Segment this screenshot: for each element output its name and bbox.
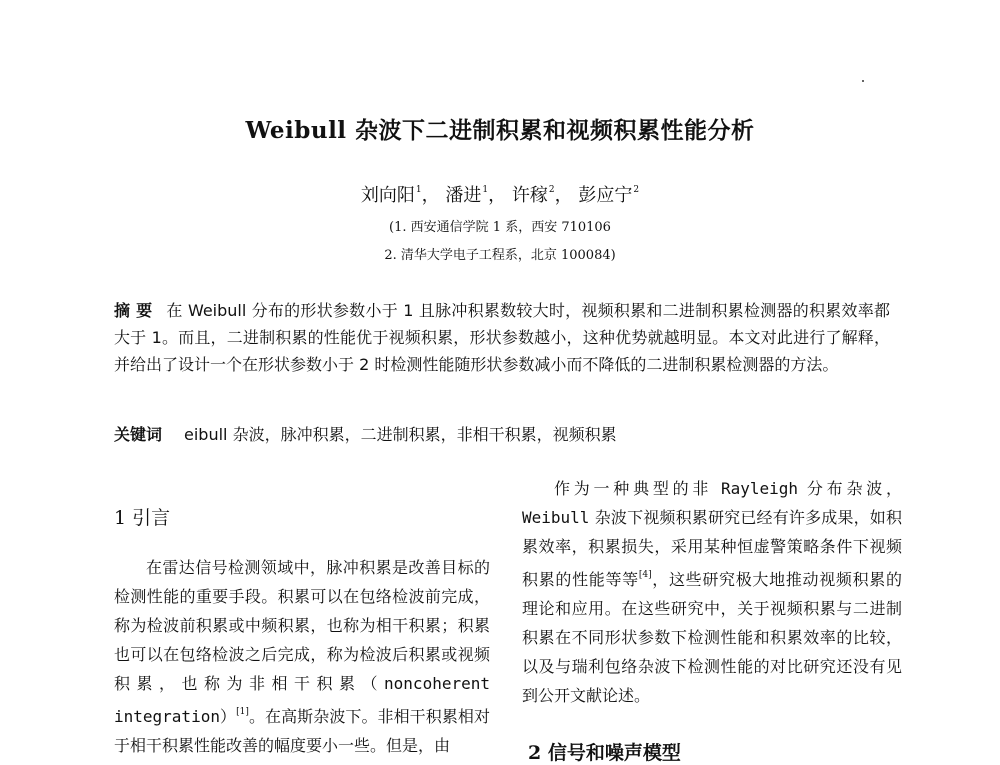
author-name: 彭应宁 <box>578 185 633 206</box>
author-separator: ， <box>554 185 573 206</box>
keywords <box>114 422 890 445</box>
author-affiliation-mark: 2 <box>548 185 555 195</box>
paragraph <box>114 553 490 760</box>
author-affiliation-mark: 1 <box>415 185 422 195</box>
speck-mark <box>862 80 864 82</box>
abstract-text: 在 Weibull 分布的形状参数小于 1 且脉冲积累数较大时，视频积累和二进制积累检测器的积累效率都大于 1。而且，二进制积累的性能优于视频积累，形状参数越小，这种优势就越明显。本文对此进行了解释，并给出了设计一个在形状参数小于 2 时检测性能随形状参数减小而不降低的二进制积累检测器的方法。 <box>114 301 890 374</box>
paper-title: Weibull 杂波下二进制积累和视频积累性能分析 <box>245 117 755 144</box>
paragraph-text: ，这些研究极大地推动视频积累的理论和应用。在这些研究中，关于视频积累与二进制积累在不同形状参数下检测性能和积累效率的比较，以及与瑞利包络杂波下检测性能的对比研究还没有见到公开文献论述。 <box>522 570 902 705</box>
author-name: 许稼 <box>511 185 548 206</box>
abstract <box>114 297 890 378</box>
author-separator: ， <box>488 185 507 206</box>
author-separator: ， <box>421 185 440 206</box>
right-column-body <box>522 474 902 710</box>
author-name: 潘进 <box>445 185 482 206</box>
affiliation-2: 2. 清华大学电子工程系，北京 100084) <box>384 248 616 263</box>
left-column-body <box>114 553 490 760</box>
paragraph-text: ） <box>219 707 237 726</box>
english-term: noncoherent integration <box>114 674 490 726</box>
paragraph-text: 在雷达信号检测领域中，脉冲积累是改善目标的检测性能的重要手段。积累可以在包络检波前完成，称为检波前积累或中频积累，也称为相干积累；积累也可以在包络检波之后完成，称为检波后积累或视频积累，也称为非相干积累（ <box>114 558 490 693</box>
keywords-text: eibull 杂波，脉冲积累，二进制积累，非相干积累，视频积累 <box>184 425 617 444</box>
affiliation-1: (1. 西安通信学院 1 系，西安 710106 <box>389 220 611 235</box>
abstract-label: 摘 要 <box>114 301 153 320</box>
citation-ref: [4] <box>638 570 652 580</box>
section-2-heading: 2 信号和噪声模型 <box>528 742 681 764</box>
paragraph-text: 分布杂波， <box>798 479 902 498</box>
section-1-heading: 1 引言 <box>114 507 171 529</box>
paragraph-text: 杂波下视频积累研究已经有许多成果，如积累效率，积累损失，采用某种恒虚警策略条件下视频积累的性能等等 <box>522 508 902 589</box>
paragraph-text: 作为一种典型的非 <box>554 479 721 498</box>
author-name: 刘向阳 <box>360 185 415 206</box>
author-affiliation-mark: 2 <box>633 185 640 195</box>
keywords-label: 关键词 <box>114 425 163 444</box>
english-term: Rayleigh <box>721 479 799 498</box>
author-line <box>0 181 1000 207</box>
english-term: Weibull <box>522 508 590 527</box>
citation-ref: [1] <box>236 707 249 717</box>
paragraph <box>522 474 902 710</box>
paragraph-text: 。在高斯杂波下。非相干积累相对于相干积累性能改善的幅度要小一些。但是，由 <box>114 707 490 755</box>
author-affiliation-mark: 1 <box>482 185 489 195</box>
